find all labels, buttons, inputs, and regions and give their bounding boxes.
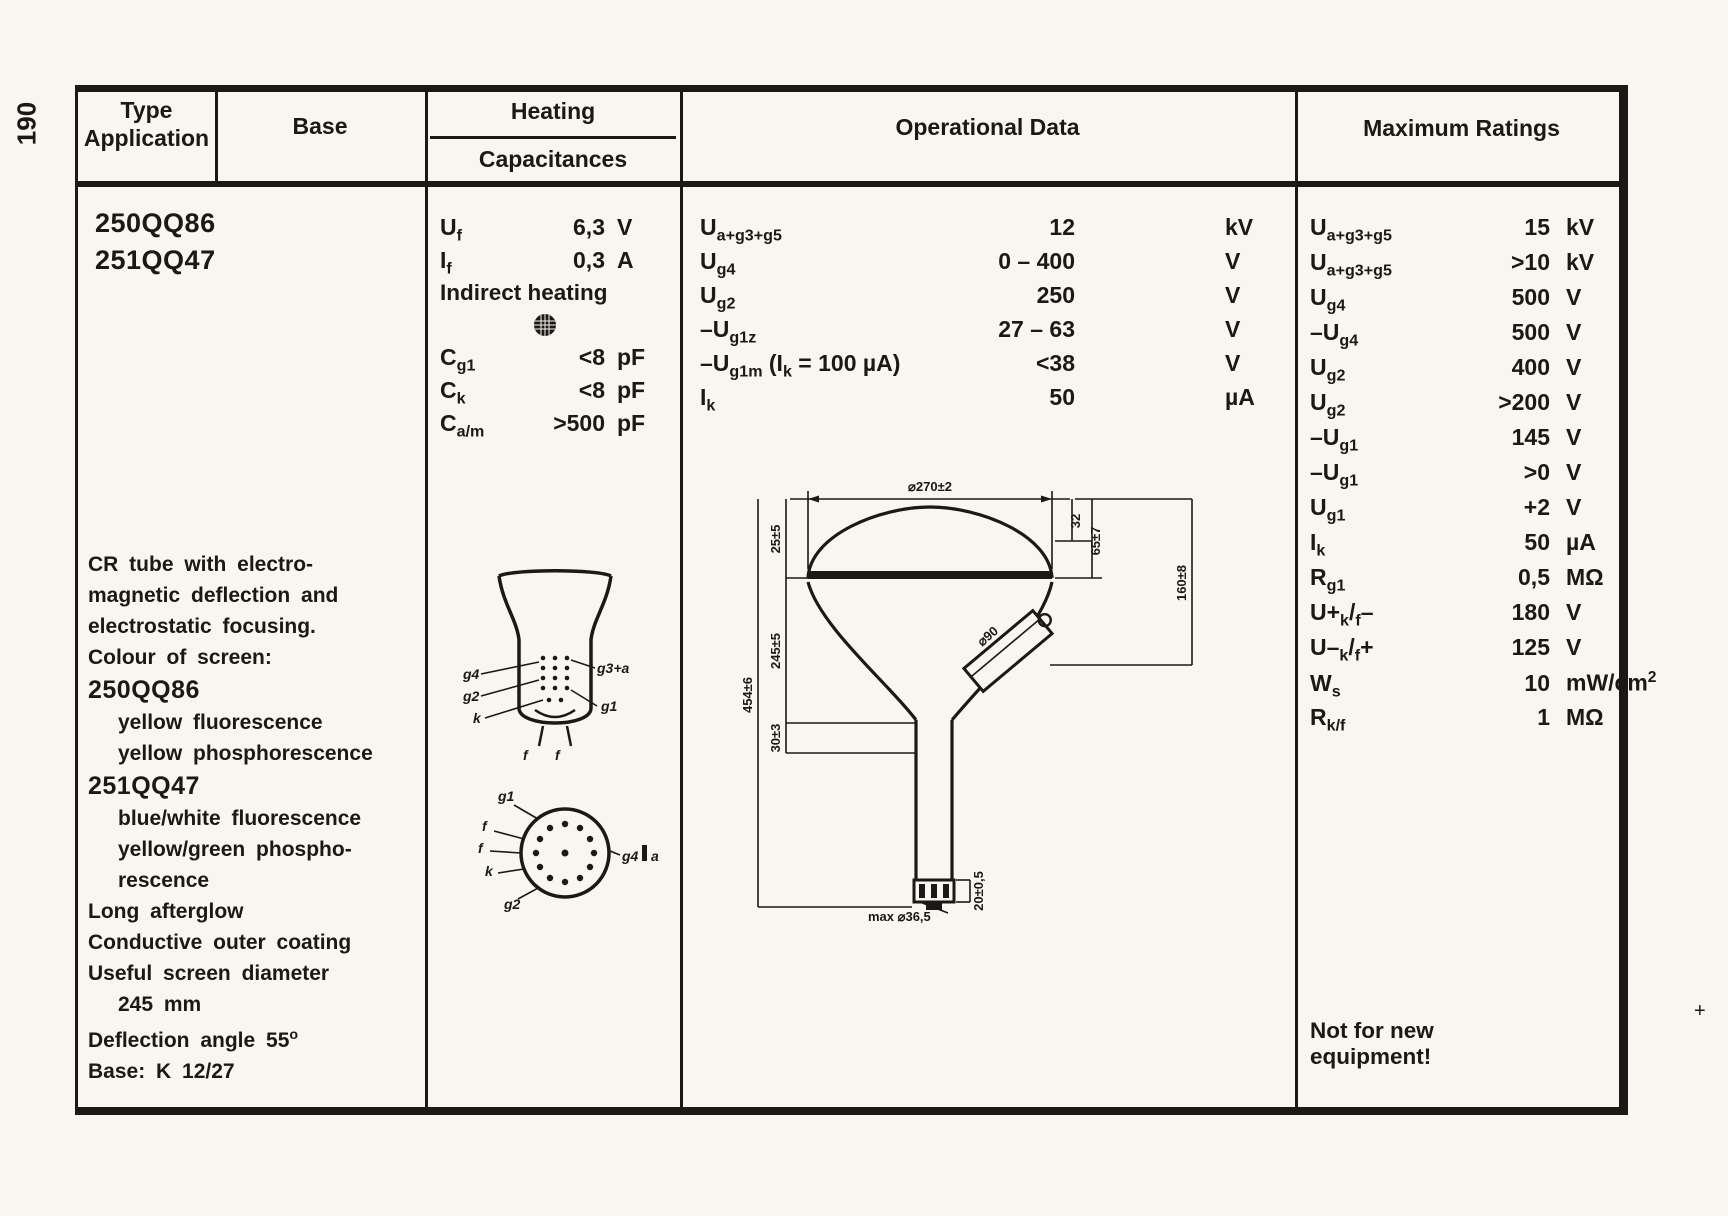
spec-value: 27 – 63 (998, 316, 1075, 342)
neck-label-g2: g2 (463, 688, 480, 704)
header-heating: Heating (510, 98, 596, 124)
spec-row (1310, 389, 1620, 424)
description-line: electrostatic focusing. (88, 615, 316, 638)
description-line: 250QQ86 (88, 676, 200, 704)
page-number: 190 (11, 101, 42, 146)
dim-base-length: 20±0,5 (971, 871, 986, 911)
description-line: magnetic deflection and (88, 584, 339, 607)
neck-label-f-left: f (523, 747, 528, 763)
spec-unit: pF (617, 377, 646, 403)
spec-value: 500 (1511, 284, 1550, 310)
neck-label-k: k (473, 710, 481, 726)
spec-row (700, 214, 1265, 248)
description-line: yellow phosphorescence (118, 742, 373, 765)
spec-row (1310, 319, 1620, 354)
spec-row (1310, 634, 1620, 669)
spec-label: $I_k$ (1310, 529, 1326, 560)
dim-shoulder-a: 32 (1068, 513, 1083, 529)
description-line: Conductive outer coating (88, 931, 352, 954)
spec-row (1310, 284, 1620, 319)
spec-unit: MΩ (1566, 704, 1604, 730)
base-pinout-drawing (470, 785, 670, 917)
spec-row (440, 377, 655, 410)
spec-label: $I_f$ (440, 247, 452, 278)
spec-value: 250 (1036, 282, 1075, 308)
spec-value: >10 (1510, 249, 1550, 275)
description-line: Base: K 12/27 (88, 1060, 235, 1083)
dim-face-depth: 25±5 (768, 524, 783, 554)
spec-label: $U_{a+g3+g5}$ (700, 214, 782, 245)
spec-label: $-U_{g1z}$ (700, 316, 757, 347)
spec-value: >0 (1523, 459, 1550, 485)
crt-dimension-drawing (740, 455, 1240, 925)
spec-unit: V (1566, 389, 1582, 415)
spec-row (1310, 669, 1657, 704)
spec-label: $U-_k/_f+$ (1310, 634, 1374, 665)
spec-unit: V (1566, 459, 1582, 485)
spec-label: $R_{g1}$ (1310, 564, 1346, 595)
heating-rows (440, 214, 655, 280)
header-capacitances: Capacitances (478, 146, 628, 172)
spec-unit: V (1566, 424, 1582, 450)
not-for-new-equipment-note (1310, 1018, 1434, 1070)
dim-overall-length: 454±6 (740, 676, 755, 714)
spec-value: >200 (1498, 389, 1550, 415)
dim-gun-diameter: ⌀90 (974, 623, 1002, 650)
column-divider-operational-maximum (1295, 92, 1298, 1111)
spec-value: 0,5 (1518, 564, 1550, 590)
base-label-g2: g2 (504, 896, 521, 912)
tube-types (95, 205, 216, 279)
spec-label: $C_{g1}$ (440, 344, 476, 375)
spec-label: $U_{g1}$ (1310, 494, 1346, 525)
spec-value: 145 (1511, 424, 1550, 450)
spec-unit: V (1566, 494, 1582, 520)
spec-row (1310, 459, 1620, 494)
note-line-2: equipment! (1310, 1044, 1432, 1069)
header-divider-line (78, 181, 1622, 187)
operational-rows (700, 214, 1265, 418)
base-label-g4: g4 (622, 848, 639, 864)
header-operational-data: Operational Data (895, 114, 1080, 140)
base-label-f-top: f (482, 818, 487, 834)
spec-row (440, 247, 655, 280)
dim-neck-diameter: max ⌀36,5 (868, 909, 931, 924)
spec-value: 400 (1511, 354, 1550, 380)
neck-label-g3-a: g3+a (597, 660, 630, 676)
tube-description (88, 549, 428, 1087)
description-line: Useful screen diameter (88, 962, 330, 985)
spec-label: $U_{g2}$ (1310, 354, 1346, 385)
spec-unit: MΩ (1566, 564, 1604, 590)
description-line: 245 mm (118, 993, 202, 1016)
spec-unit: V (1225, 350, 1241, 376)
spec-row (1310, 494, 1620, 529)
note-line-1: Not for new (1310, 1018, 1434, 1043)
spec-row (700, 248, 1265, 282)
dim-right-height: 160±8 (1174, 564, 1189, 602)
neck-label-g1: g1 (601, 698, 618, 714)
spec-label: $-U_{g1m}$ ($I_k = 100$ µA) (700, 350, 901, 381)
spec-row (1310, 564, 1620, 599)
description-line: CR tube with electro- (88, 553, 314, 576)
description-line: Deflection angle 55$^o$ (88, 1027, 299, 1052)
header-application: Application (83, 125, 210, 151)
spec-unit: µA (1566, 529, 1596, 555)
spec-label: $U_f$ (440, 214, 462, 245)
spec-row (1310, 214, 1620, 249)
dim-neck-step: 30±3 (768, 723, 783, 753)
description-line: Long afterglow (88, 900, 244, 923)
spec-label: $W_s$ (1310, 669, 1341, 701)
description-line: yellow fluorescence (118, 711, 323, 734)
spec-value: <38 (1035, 350, 1075, 376)
spec-value: 0 – 400 (998, 248, 1075, 274)
spec-unit: pF (617, 410, 646, 436)
spec-value: 1 (1537, 704, 1550, 730)
spec-row (440, 410, 655, 443)
spec-row (1310, 249, 1620, 284)
spec-row (700, 350, 1265, 384)
spec-label: $-U_{g1}$ (1310, 459, 1359, 490)
spec-unit: V (1566, 354, 1582, 380)
spec-label: $U_{g4}$ (1310, 284, 1346, 315)
spec-unit: µA (1225, 384, 1255, 410)
spec-unit: V (1566, 634, 1582, 660)
spec-label: $U+_k/_f-$ (1310, 599, 1374, 630)
description-line: yellow/green phospho- (118, 838, 352, 861)
spec-row (700, 282, 1265, 316)
header-type-application (80, 96, 213, 152)
spec-unit: V (1566, 319, 1582, 345)
spec-unit: V (1566, 599, 1582, 625)
spec-value: +2 (1523, 494, 1550, 520)
hatched-dot-icon (532, 312, 558, 343)
spec-value: 0,3 (573, 247, 605, 273)
tube-type-2: 251QQ47 (95, 245, 216, 275)
spec-value: 10 (1524, 669, 1550, 696)
spec-value: 125 (1511, 634, 1550, 660)
spec-value: <8 (578, 344, 605, 370)
spec-label: $C_k$ (440, 377, 466, 408)
column-divider-heating-operational (680, 92, 683, 1111)
spec-label: $U_{a+g3+g5}$ (1310, 249, 1392, 280)
spec-label: $C_{a/m}$ (440, 410, 485, 441)
spec-value: <8 (578, 377, 605, 403)
spec-row (1310, 529, 1620, 564)
spec-value: 15 (1524, 214, 1550, 240)
spec-value: 12 (1049, 214, 1075, 240)
spec-value: 500 (1511, 319, 1550, 345)
spec-unit: kV (1566, 214, 1595, 240)
description-line: blue/white fluorescence (118, 807, 362, 830)
tube-type-1: 250QQ86 (95, 208, 216, 238)
capacitance-rows (440, 344, 655, 443)
neck-label-f-right: f (555, 747, 560, 763)
spec-label: $U_{g2}$ (1310, 389, 1346, 420)
spec-row (1310, 599, 1620, 634)
spec-unit: V (1225, 316, 1241, 342)
dim-cone-height: 245±5 (768, 632, 783, 670)
neck-label-g4: g4 (463, 666, 480, 682)
spec-label: $U_{a+g3+g5}$ (1310, 214, 1392, 245)
spec-row (700, 316, 1265, 350)
spec-row (1310, 424, 1620, 459)
dim-shoulder-b: 65±7 (1088, 526, 1103, 556)
spec-value: >500 (553, 410, 605, 436)
electrode-neck-drawing (455, 560, 655, 770)
description-line: Colour of screen: (88, 646, 272, 669)
description-line: rescence (118, 869, 210, 892)
base-label-g1: g1 (498, 788, 515, 804)
spec-unit: V (1225, 282, 1241, 308)
spec-unit: $mW/cm^2$ (1566, 669, 1657, 696)
description-line: 251QQ47 (88, 772, 200, 800)
spec-unit: V (1225, 248, 1241, 274)
spec-label: $I_k$ (700, 384, 716, 415)
heating-capacitances-divider (430, 136, 676, 139)
spec-label: $-U_{g1}$ (1310, 424, 1359, 455)
header-type: Type (120, 97, 173, 123)
base-label-f-bottom: f (478, 840, 483, 856)
spec-row (1310, 704, 1620, 739)
spec-label: $U_{g2}$ (700, 282, 736, 313)
spec-label: $R_{k/f}$ (1310, 704, 1346, 735)
spec-unit: kV (1225, 214, 1254, 240)
spec-value: 50 (1524, 529, 1550, 555)
spec-unit: kV (1566, 249, 1595, 275)
scan-corner-mark: + (1694, 1000, 1706, 1022)
spec-row (440, 344, 655, 377)
spec-row (1310, 354, 1620, 389)
spec-value: 50 (1049, 384, 1075, 410)
spec-label: $-U_{g4}$ (1310, 319, 1359, 350)
spec-row (700, 384, 1265, 418)
spec-label: $U_{g4}$ (700, 248, 736, 279)
spec-unit: pF (617, 344, 646, 370)
spec-unit: V (1566, 284, 1582, 310)
spec-unit: A (617, 247, 634, 273)
indirect-heating-note: Indirect heating (440, 280, 608, 305)
dim-top-diameter: ⌀270±2 (908, 479, 952, 494)
maximum-rating-rows (1310, 214, 1657, 739)
base-label-a: a (651, 848, 659, 864)
spec-value: 180 (1511, 599, 1550, 625)
header-maximum-ratings: Maximum Ratings (1363, 115, 1560, 141)
spec-unit: V (617, 214, 633, 240)
header-base: Base (292, 113, 348, 139)
spec-value: 6,3 (573, 214, 605, 240)
base-label-k: k (485, 863, 493, 879)
spec-row (440, 214, 655, 247)
